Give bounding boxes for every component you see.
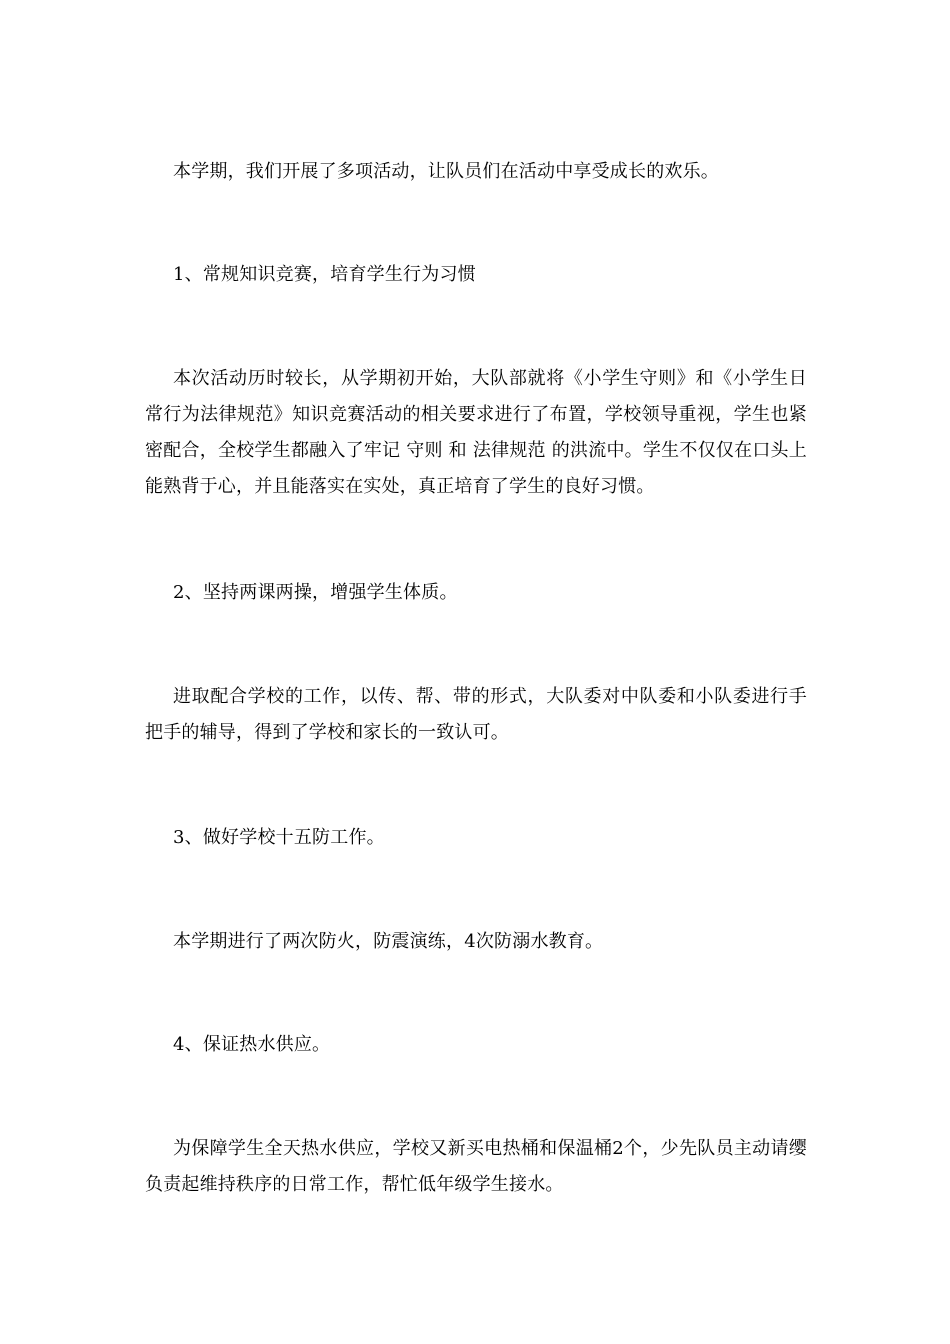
intro-paragraph: 本学期，我们开展了多项活动，让队员们在活动中享受成长的欢乐。 — [173, 161, 719, 182]
section-heading-1: 1、常规知识竞赛，培育学生行为习惯 — [173, 264, 476, 285]
section-body-1: 本次活动历时较长，从学期初开始，大队部就将《小学生守则》和《小学生日常行为法律规范》知识竞赛活动的相关要求进行了布置，学校领导重视，学生也紧密配合，全校学生都融入了牢记 守则 和 法律规范 的洪流中。学生不仅仅在口头上能熟背于心，并且能落实在实处，真正培育了学生的良好习惯。 — [145, 368, 807, 497]
section-heading-4: 4、保证热水供应。 — [173, 1034, 331, 1055]
section-heading-2: 2、坚持两课两操，增强学生体质。 — [173, 582, 458, 603]
section-heading-3: 3、做好学校十五防工作。 — [173, 827, 385, 848]
section-body-3: 本学期进行了两次防火，防震演练，4次防溺水教育。 — [173, 931, 604, 952]
section-body-2: 进取配合学校的工作，以传、帮、带的形式，大队委对中队委和小队委进行手把手的辅导，得到了学校和家长的一致认可。 — [145, 686, 807, 743]
section-body-4: 为保障学生全天热水供应，学校又新买电热桶和保温桶2个，少先队员主动请缨负责起维持秩序的日常工作，帮忙低年级学生接水。 — [145, 1138, 807, 1195]
